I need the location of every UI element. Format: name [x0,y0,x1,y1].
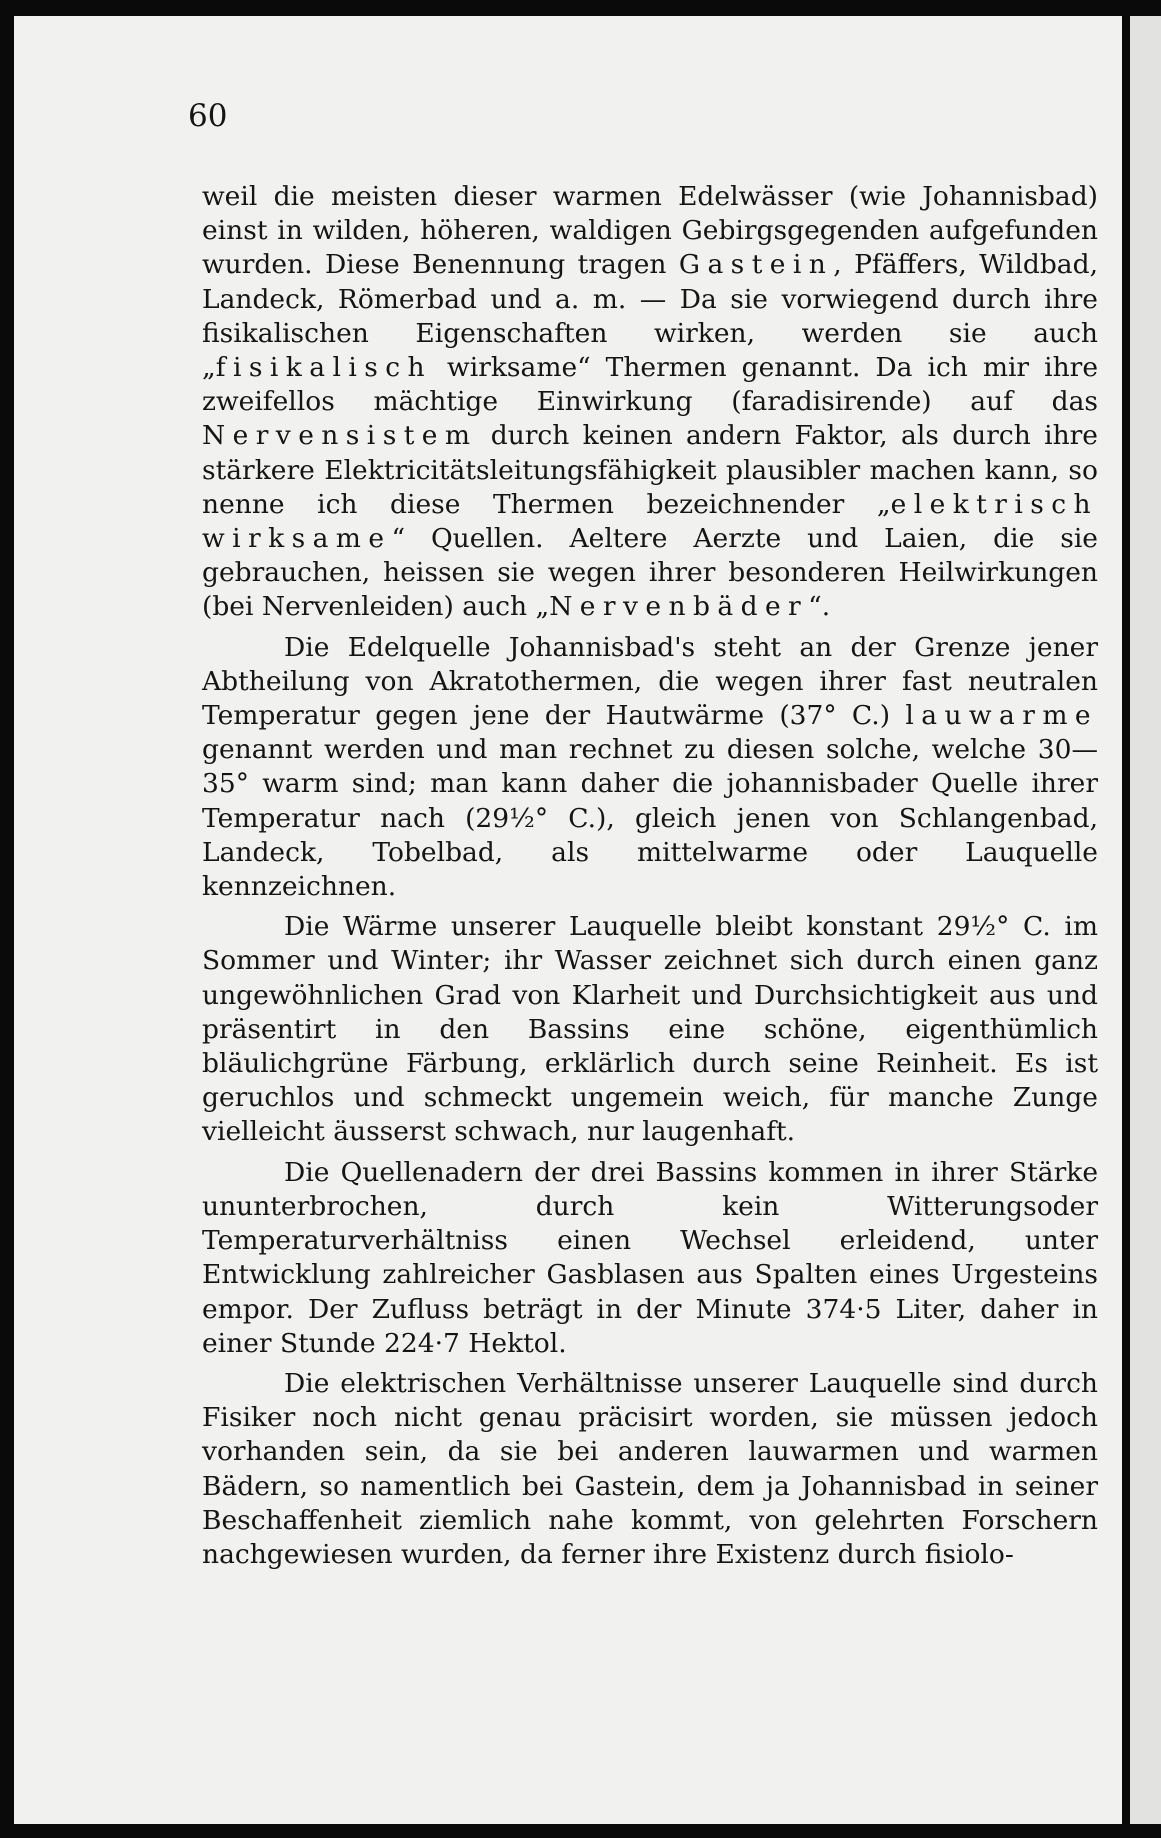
spaced-term: Gastein [678,249,834,281]
text-segment: durch keinen andern Faktor, als durch ihre stärkere Elektricitätsleitungsfähigkeit plausibler machen kann, so nenne ich diese Thermen bezeichnender „ [202,420,1098,520]
text-segment: Die Wärme unserer Lauquelle bleibt konstant 29½° C. im Sommer und Winter; ihr Wasser zeichnet sich durch einen ganz ungewöhnlichen Grad von Klarheit und Durchsichtigkeit aus und präsentirt in den Bassins eine schöne, eigenthümlich bläulichgrüne Färbung, erklärlich durch seine Reinheit. Es ist geruchlos und schmeckt ungemein weich, für manche Zunge vielleicht äusserst schwach, nur laugenhaft. [202,911,1098,1148]
facing-page-edge [1130,16,1161,1824]
paragraph [202,180,1098,625]
spaced-term: lauwarme [905,700,1098,732]
text-segment: wirksame“ Thermen genannt. Da ich mir ihre zweifellos mächtige Einwirkung (faradisirende) auf das [202,352,1098,418]
paragraph [202,910,1098,1149]
text-segment: genannt werden und man rechnet zu diesen solche, welche 30—35° warm sind; man kann daher die johannisbader Quelle ihrer Temperatur nach (29½° C.), gleich jenen von Schlangenbad, Landeck, Tobelbad, als mittelwarme oder Lauquelle kennzeichnen. [202,734,1098,903]
text-segment: Die Edelquelle Johannisbad's steht an der Grenze jener Abtheilung von Akratothermen, die wegen ihrer fast neutralen Temperatur gegen jene der Hautwärme (37° C.) [202,631,1098,732]
paragraph [202,631,1098,905]
text-segment: weil die meisten dieser warmen Edelwässer (wie Johannisbad) einst in wilden, höheren, waldigen Gebirgsgegenden aufgefunden wurden. Diese Benennung tragen [202,181,1098,281]
paragraph [202,1367,1098,1572]
paragraph [202,1156,1098,1361]
body-text [202,180,1098,1572]
spaced-term: Nervensistem [202,420,478,452]
text-segment: Die Quellenadern der drei Bassins kommen in ihrer Stärke ununterbrochen, durch kein Witterungsoder Temperaturverhältniss einen Wechsel erleidend, unter Entwicklung zahlreicher Gasblasen aus Spalten eines Urgesteins empor. Der Zufluss beträgt in der Minute 374·5 Liter, daher in einer Stunde 224·7 Hektol. [202,1156,1098,1359]
spaced-term: Nervenbäder [549,591,809,623]
spaced-term: elektrisch wirksame [202,488,1098,555]
text-segment: “. [808,591,831,623]
text-segment: , Pfäffers, Wildbad, Landeck, Römerbad und a. m. — Da sie vorwiegend durch ihre fisikalischen Eigenschaften wirken, werden sie auch „ [202,249,1098,384]
page-number: 60 [188,98,228,134]
spaced-term: fisikalisch [215,352,433,384]
text-segment: “ Quellen. Aeltere Aerzte und Laien, die sie gebrauchen, heissen sie wegen ihrer besonderen Heilwirkungen (bei Nervenleiden) auch „ [202,523,1098,623]
text-segment: Die elektrischen Verhältnisse unserer Lauquelle sind durch Fisiker noch nicht genau präcisirt worden, sie müssen jedoch vorhanden sein, da sie bei anderen lauwarmen und warmen Bädern, so namentlich bei Gastein, dem ja Johannisbad in seiner Beschaffenheit ziemlich nahe kommt, von gelehrten Forschern nachgewiesen wurden, da ferner ihre Existenz durch fisiolo- [202,1367,1098,1570]
